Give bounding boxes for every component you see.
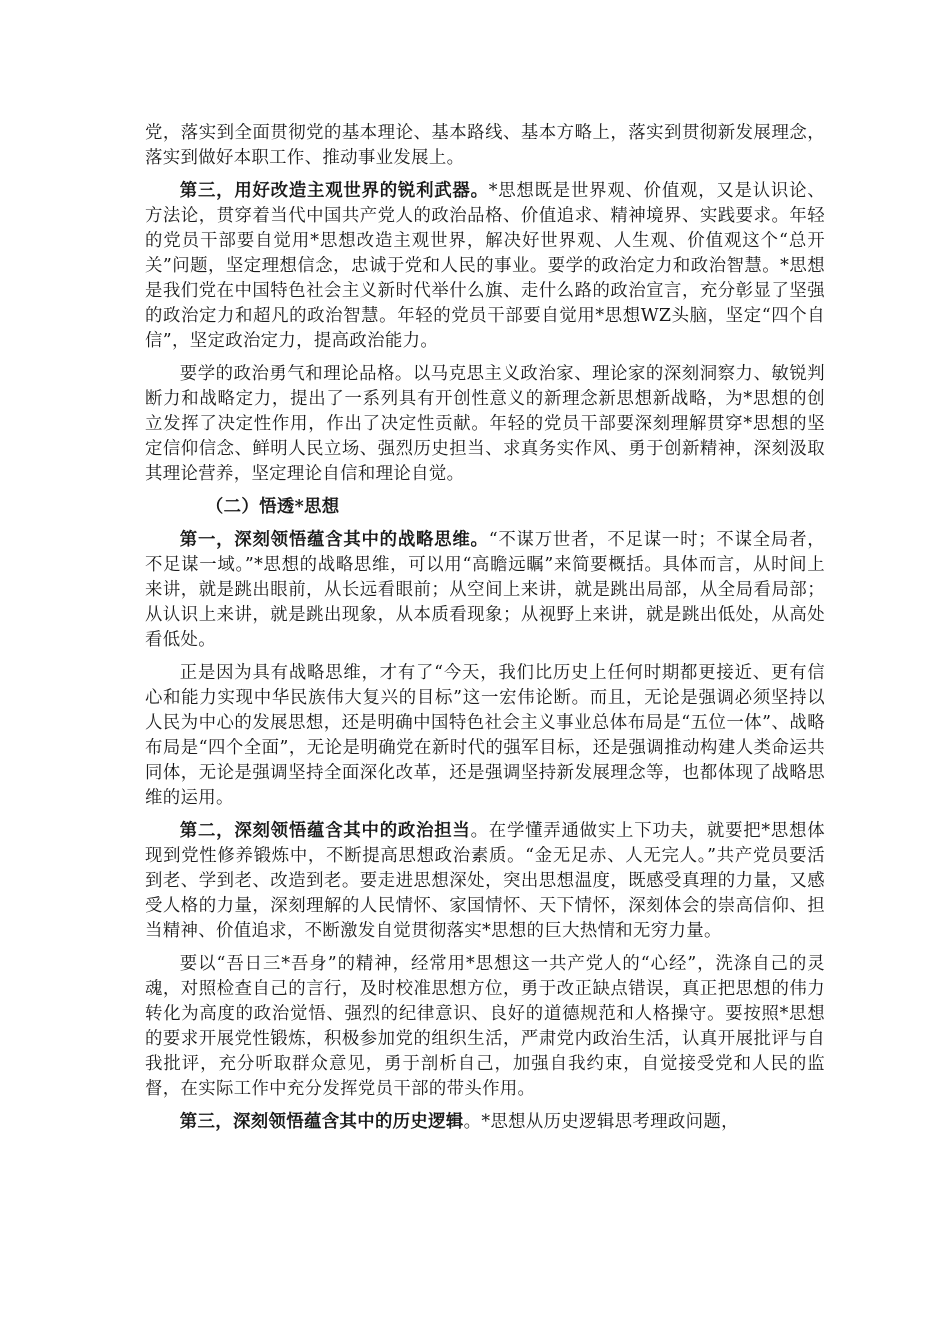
paragraph-historical-logic [145,1110,825,1135]
paragraph-lead: 第三，用好改造主观世界的锐利武器。 [179,181,489,201]
paragraph-strategic-thinking [145,528,825,653]
paragraph-strategic-examples [145,661,825,811]
paragraph-text: “不谋万世者，不足谋一时；不谋全局者，不足谋一域。”*思想的战略思维，可以用“高瞻远瞩”来简要概括。具体而言，从时间上来讲，就是跳出眼前，从长远看眼前；从空间上来讲，就是跳出局部，从全局看局部；从认识上来讲，就是跳出现象，从本质看现象；从视野上来讲，就是跳出低处，从高处看低处。 [145,530,826,650]
paragraph-lead: 第二，深刻领悟蕴含其中的政治担当 [179,821,471,841]
paragraph-lead: 第三，深刻领悟蕴含其中的历史逻辑 [179,1112,464,1132]
paragraph-text: 要学的政治勇气和理论品格。以马克思主义政治家、理论家的深刻洞察力、敏锐判断力和战略定力，提出了一系列具有开创性意义的新理念新思想新战略，为*思想的创立发挥了决定性作用，作出了决定性贡献。年轻的党员干部要深刻理解贯穿*思想的坚定信仰信念、鲜明人民立场、强烈历史担当、求真务实作风、勇于创新精神，深刻汲取其理论营养，坚定理论自信和理论自觉。 [145,364,825,484]
document-page [145,121,825,1143]
paragraph-political-courage [145,362,825,487]
paragraph-text: 。*思想从历史逻辑思考理政问题， [463,1112,739,1132]
section-heading: （二）悟透*思想 [205,497,340,517]
paragraph-text: 正是因为具有战略思维，才有了“今天，我们比历史上任何时期都更接近、更有信心和能力实现中华民族伟大复兴的目标”这一宏伟论断。而且，无论是强调必须坚持以人民为中心的发展思想，还是明确中国特色社会主义事业总体布局是“五位一体”、战略布局是“四个全面”，无论是明确党在新时代的强军目标，还是强调推动构建人类命运共同体，无论是强调坚持全面深化改革，还是强调坚持新发展理念等，也都体现了战略思维的运用。 [145,663,825,808]
paragraph-text: *思想既是世界观、价值观，又是认识论、方法论，贯穿着当代中国共产党人的政治品格、价值追求、精神境界、实践要求。年轻的党员干部要自觉用*思想改造主观世界，解决好世界观、人生观、价值观这个“总开关”问题，坚定理想信念，忠诚于党和人民的事业。要学的政治定力和政治智慧。*思想是我们党在中国特色社会主义新时代举什么旗、走什么路的政治宣言，充分彰显了坚强的政治定力和超凡的政治智慧。年轻的党员干部要自觉用*思想WZ头脑，坚定“四个自信”，坚定政治定力，提高政治能力。 [145,181,825,351]
paragraph-text: 。在学懂弄通做实上下功夫，就要把*思想体现到党性修养锻炼中，不断提高思想政治素质。“金无足赤、人无完人。”共产党员要活到老、学到老、改造到老。要走进思想深处，突出思想温度，既感受真理的力量，又感受人格的力量，深刻理解的人民情怀、家国情怀、天下情怀，深刻体会的崇高信仰、担当精神、价值追求，不断激发自觉贯彻落实*思想的巨大热情和无穷力量。 [145,821,825,941]
paragraph-lead: 第一，深刻领悟蕴含其中的战略思维。 [179,530,489,550]
paragraph-third-weapon [145,179,825,354]
paragraph-text: 要以“吾日三*吾身”的精神，经常用*思想这一共产党人的“心经”，洗涤自己的灵魂，对照检查自己的言行，及时校准思想方位，勇于改正缺点错误，真正把思想的伟力转化为高度的政治觉悟、强烈的纪律意识、良好的道德规范和人格操守。要按照*思想的要求开展党性锻炼，积极参加党的组织生活，严肃党内政治生活，认真开展批评与自我批评，充分听取群众意见，勇于剖析自己，加强自我约束，自觉接受党和人民的监督，在实际工作中充分发挥党员干部的带头作用。 [145,954,825,1099]
paragraph-political-responsibility [145,819,825,944]
paragraph-continuation [145,121,825,171]
paragraph-text: 党，落实到全面贯彻党的基本理论、基本路线、基本方略上，落实到贯彻新发展理念，落实到做好本职工作、推动事业发展上。 [145,123,825,168]
paragraph-self-examination [145,952,825,1102]
